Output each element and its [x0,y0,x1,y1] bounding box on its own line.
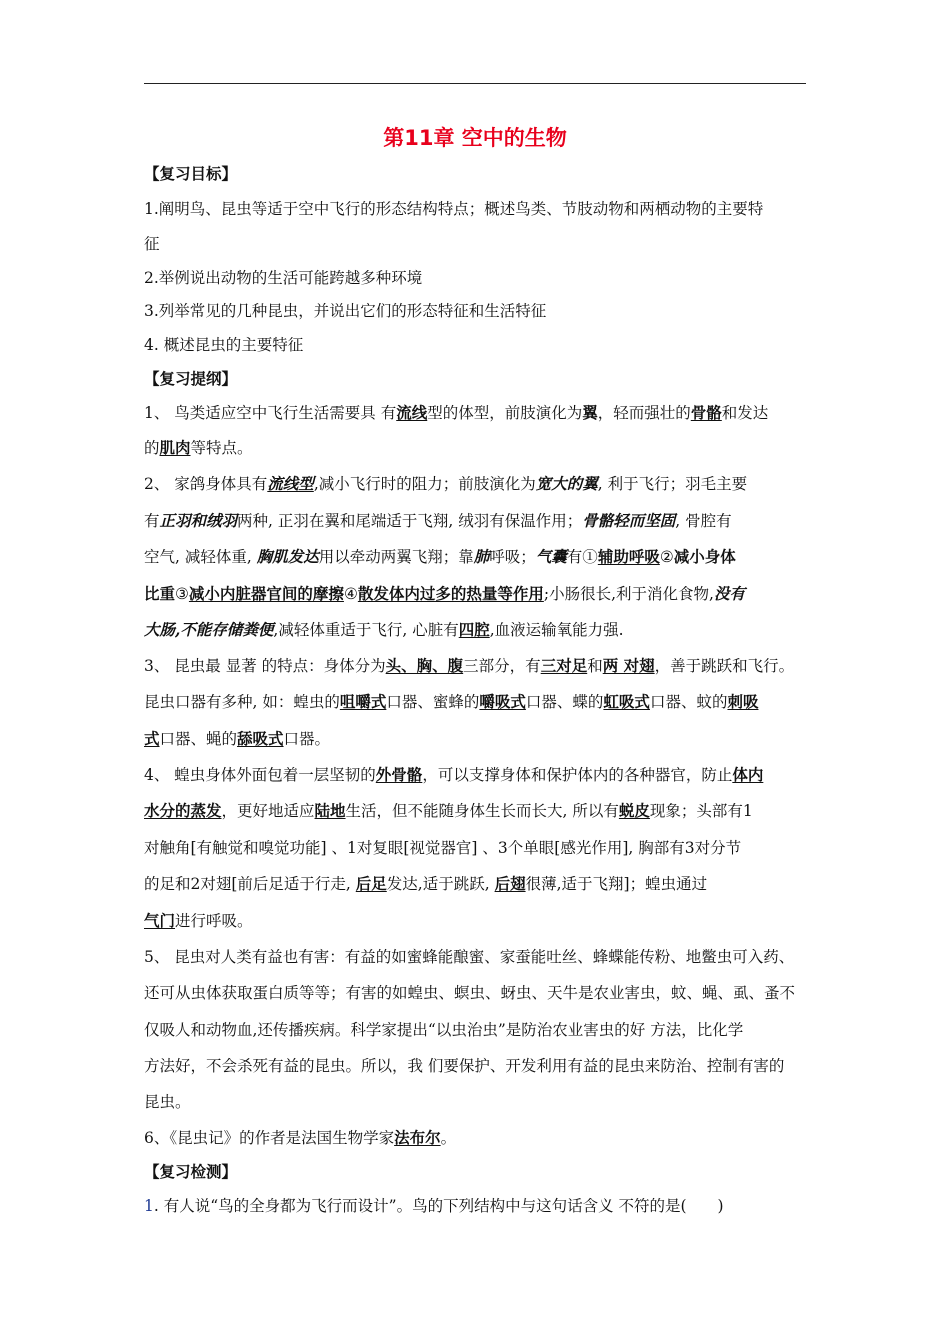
chapter-title: 第11章 空中的生物 [383,126,567,150]
outline-item-5: 5、 昆虫对人类有益也有害：有益的如蜜蜂能酿蜜、家蚕能吐丝、蜂蝶能传粉、地鳖虫可入药、 [144,948,795,966]
outline-item-3-cont: 昆虫口器有多种, 如：蝗虫的咀嚼式口器、蜜蜂的嚼吸式口器、蝶的虹吸式口器、蚊的刺吸 [144,692,759,711]
outline-item-3-cont: 式口器、蝇的舔吸式口器。 [144,729,331,748]
outline-item-2-cont: 空气, 减轻体重, 胸肌发达用以牵动两翼飞翔；靠肺呼吸；气囊有①辅助呼吸②减小身体 [144,547,736,566]
goal-line: 2.举例说出动物的生活可能跨越多种环境 [144,269,423,287]
outline-item-2: 2、 家鸽身体具有流线型,减小飞行时的阻力；前肢演化为宽大的翼, 利于飞行；羽毛主要 [144,474,748,493]
header-rule [144,83,806,84]
outline-item-5-cont: 还可从虫体获取蛋白质等等；有害的如蝗虫、螟虫、蚜虫、天牛是农业害虫，蚊、蝇、虱、蚤不 [144,984,796,1002]
outline-item-4: 4、 蝗虫身体外面包着一层坚韧的外骨骼，可以支撑身体和保护体内的各种器官，防止体内 [144,765,764,784]
question-number: 1 [144,1197,154,1215]
outline-item-5-cont: 仅吸人和动物血,还传播疾病。科学家提出“以虫治虫”是防治农业害虫的好 方法，比化学 [144,1021,744,1039]
outline-item-5-cont: 昆虫。 [144,1093,191,1111]
outline-item-4-cont: 水分的蒸发，更好地适应陆地生活，但不能随身体生长而长大, 所以有蜕皮现象；头部有1 [144,801,753,820]
goal-line: 征 [144,235,160,253]
section-heading-test: 【复习检测】 [144,1163,238,1181]
outline-item-2-cont: 比重③减小内脏器官间的摩擦④散发体内过多的热量等作用;小肠很长,利于消化食物,没有 [144,584,745,603]
question-1: 1. 有人说“鸟的全身都为飞行而设计”。鸟的下列结构中与这句话含义 不符的是( ) [144,1197,724,1215]
section-heading-outline: 【复习提纲】 [144,370,238,388]
outline-item-3: 3、 昆虫最 显著 的特点：身体分为头、胸、腹三部分，有三对足和两 对翅，善于跳跃和飞行。 [144,656,795,675]
outline-item-4-cont: 对触角[有触觉和嗅觉功能] 、1对复眼[视觉器官] 、3个单眼[感光作用], 胸部有3对分节 [144,839,742,857]
goal-line: 1.阐明鸟、昆虫等适于空中飞行的形态结构特点；概述鸟类、节肢动物和两栖动物的主要特 [144,200,764,218]
outline-item-2-cont: 有正羽和绒羽两种, 正羽在翼和尾端适于飞翔, 绒羽有保温作用；骨骼轻而坚固, 骨腔有 [144,511,732,530]
outline-item-4-cont: 气门进行呼吸。 [144,911,253,930]
goal-line: 3.列举常见的几种昆虫，并说出它们的形态特征和生活特征 [144,302,547,320]
section-heading-goals: 【复习目标】 [144,165,238,183]
outline-item-6: 6、《昆虫记》的作者是法国生物学家法布尔。 [144,1128,457,1147]
outline-item-4-cont: 的足和2对翅[前后足适于行走, 后足发达,适于跳跃, 后翅很薄,适于飞翔]；蝗虫通过 [144,874,708,893]
outline-item-1: 1、 鸟类适应空中飞行生活需要具 有流线型的体型，前肢演化为翼，轻而强壮的骨骼和发达 [144,403,769,422]
outline-item-1-cont: 的肌肉等特点。 [144,438,253,457]
goal-line: 4. 概述昆虫的主要特征 [144,336,304,354]
outline-item-2-cont: 大肠,不能存储粪便,减轻体重适于飞行, 心脏有四腔,血液运输氧能力强. [144,620,624,639]
outline-item-5-cont: 方法好，不会杀死有益的昆虫。所以，我 们要保护、开发利用有益的昆虫来防治、控制有害的 [144,1057,785,1075]
